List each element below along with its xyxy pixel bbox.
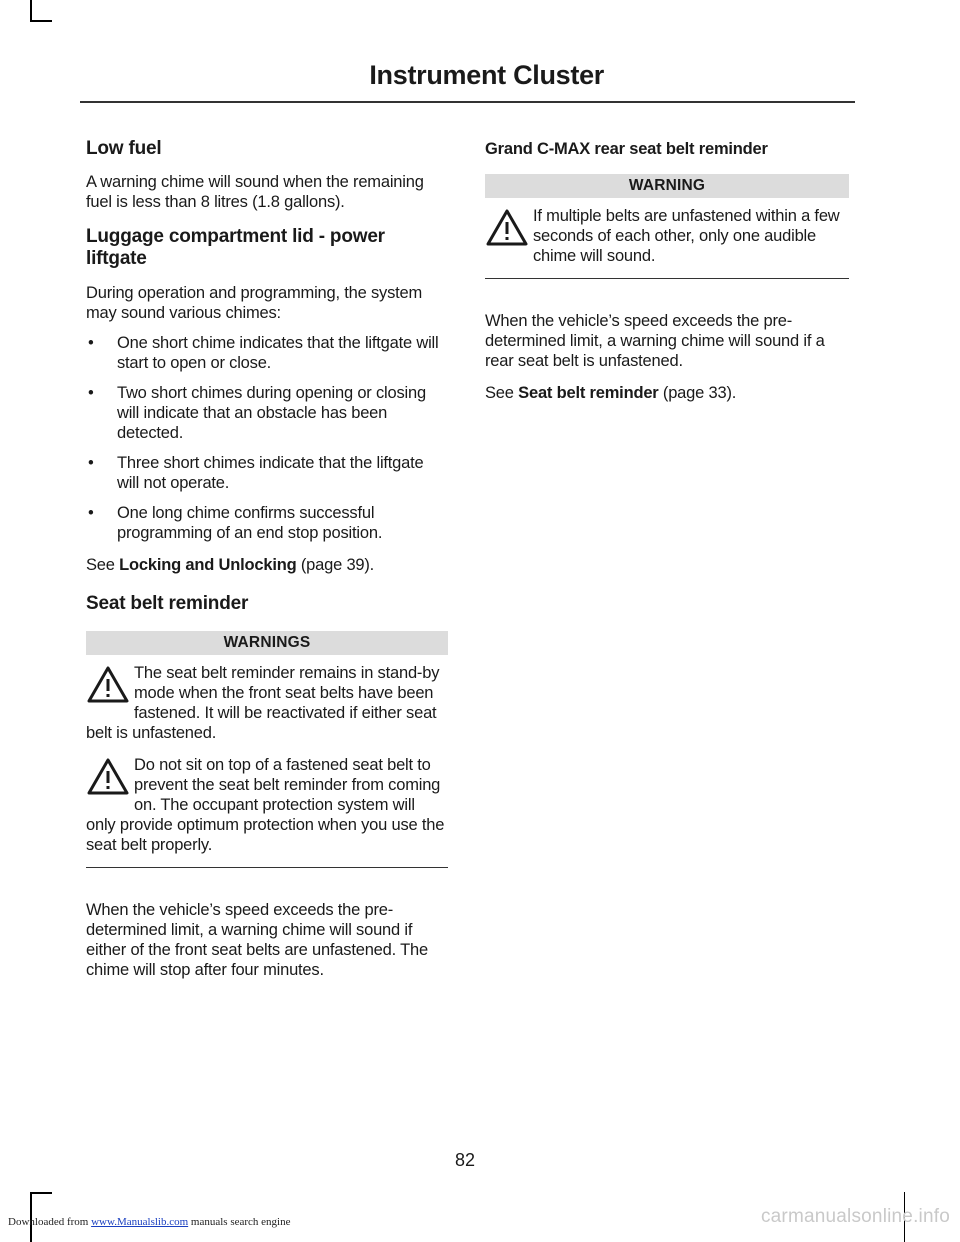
- luggage-see-also: See Locking and Unlocking (page 39).: [86, 556, 375, 574]
- bullet-icon: •: [88, 504, 94, 522]
- list-item: • Three short chimes indicate that the liftgate will not operate.: [88, 454, 424, 492]
- low-fuel-heading: Low fuel: [86, 138, 162, 159]
- warning-triangle-icon: [485, 208, 529, 248]
- warnings-label: WARNINGS: [86, 631, 448, 655]
- list-item: • Two short chimes during opening or closing will indicate that an obstacle has been detected.: [88, 384, 426, 442]
- left-column: [86, 138, 448, 992]
- download-footer: Downloaded from www.Manualslib.com manuals search engine: [8, 1216, 291, 1228]
- warning-item: [86, 755, 448, 855]
- warning-item: [485, 206, 849, 266]
- watermark: carmanualsonline.info: [760, 1206, 950, 1227]
- low-fuel-text: A warning chime will sound when the remaining fuel is less than 8 litres (1.8 gallons).: [86, 173, 424, 211]
- crop-mark: [30, 1192, 52, 1194]
- header-divider: [80, 101, 855, 103]
- bullet-icon: •: [88, 384, 94, 402]
- warning-divider: [485, 278, 849, 279]
- seatbelt-reference-link[interactable]: Seat belt reminder: [518, 384, 659, 402]
- list-item: • One long chime confirms successful programming of an end stop position.: [88, 504, 383, 542]
- grand-cmax-warning: [485, 174, 849, 279]
- manualslib-link[interactable]: www.Manualslib.com: [91, 1216, 189, 1228]
- seatbelt-text: When the vehicle’s speed exceeds the pre-determined limit, a warning chime will sound if either of the front seat belts are unfastened. The chime will stop after four minutes.: [86, 901, 428, 979]
- grand-cmax-heading: Grand C-MAX rear seat belt reminder: [485, 140, 768, 158]
- crop-mark: [30, 20, 52, 22]
- list-item: • One short chime indicates that the liftgate will start to open or close.: [88, 334, 439, 372]
- seatbelt-heading: Seat belt reminder: [86, 593, 249, 614]
- seatbelt-warnings: [86, 631, 448, 868]
- bullet-icon: •: [88, 334, 94, 352]
- warning-triangle-icon: [86, 757, 130, 797]
- grand-cmax-see-also: See Seat belt reminder (page 33).: [485, 384, 737, 402]
- warning-label: WARNING: [485, 174, 849, 198]
- warning-text: If multiple belts are unfastened within a few seconds of each other, only one audible chime will sound.: [533, 207, 840, 265]
- warning-divider: [86, 867, 448, 868]
- right-column: [485, 138, 849, 415]
- locking-reference-link[interactable]: Locking and Unlocking: [119, 556, 297, 574]
- chime-list: [86, 333, 448, 543]
- grand-cmax-text: When the vehicle’s speed exceeds the pre-determined limit, a warning chime will sound if a rear seat belt is unfastened.: [485, 312, 825, 370]
- warning-text: Do not sit on top of a fastened seat belt to prevent the seat belt reminder from coming on. The occupant protection system will only provide optimum protection when you use the seat belt properly.: [86, 756, 445, 854]
- warning-text: The seat belt reminder remains in stand-by mode when the front seat belts have been fastened. It will be reactivated if either seat belt is unfastened.: [86, 664, 440, 742]
- crop-mark: [30, 0, 32, 22]
- warning-item: [86, 663, 448, 743]
- warning-triangle-icon: [86, 665, 130, 705]
- bullet-icon: •: [88, 454, 94, 472]
- luggage-intro: During operation and programming, the system may sound various chimes:: [86, 284, 423, 322]
- page-header-title: Instrument Cluster: [369, 60, 604, 90]
- page-number: 82: [454, 1150, 476, 1170]
- luggage-heading: Luggage compartment lid - power liftgate: [86, 226, 385, 269]
